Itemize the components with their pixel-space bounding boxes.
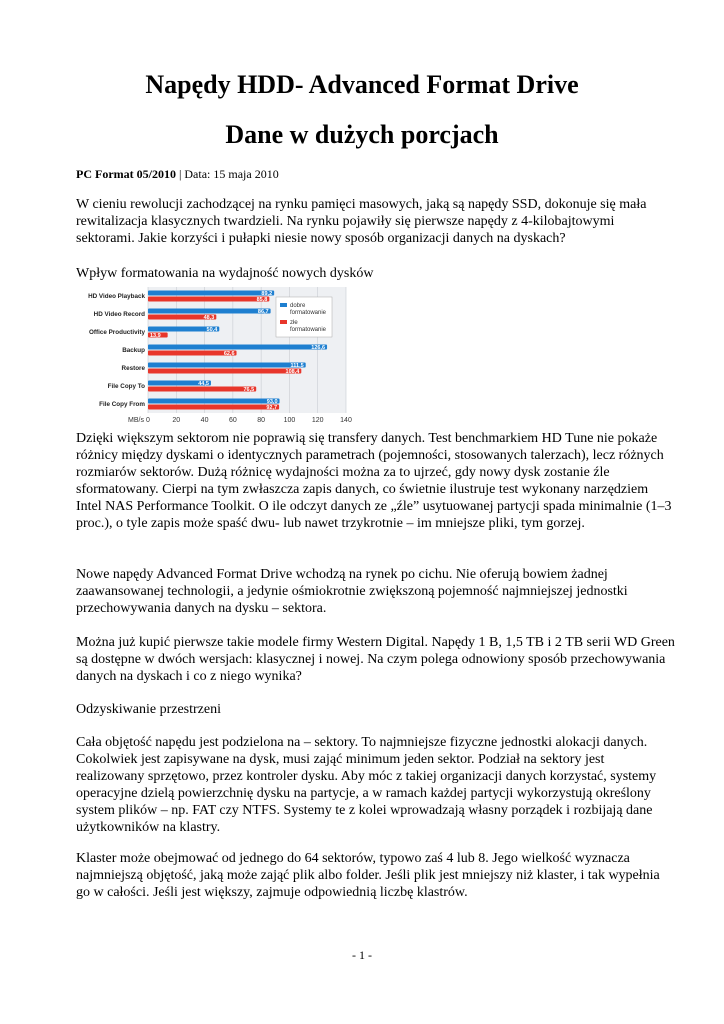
chart-category-label: Restore <box>121 365 145 372</box>
page-title: Napędy HDD- Advanced Format Drive <box>145 70 579 99</box>
chart-xtick-label: 20 <box>172 417 181 424</box>
chart-value-label: 86,7 <box>257 308 269 315</box>
chart-category-label: File Copy From <box>99 401 145 408</box>
meta-source: PC Format 05/2010 <box>76 167 176 181</box>
chart-legend-swatch <box>280 303 287 307</box>
chart-bar-good <box>148 363 306 368</box>
chart-value-label: 85,8 <box>256 296 268 303</box>
paragraph-7: Klaster może obejmować od jednego do 64 sektorów, typowo zaś 4 lub 8. Jego wielkość wyznacza najmniejszą objętość, jaką może zająć plik albo folder. Jeśli plik jest mniejszy niż klaster, i tak wypełnia go w całości. Jeśli jest większy, zajmuje odpowiednią liczbę klastrów. <box>76 851 660 900</box>
chart-legend-label: formatowanie <box>290 310 327 316</box>
chart-legend-label: dobre <box>290 303 306 309</box>
chart-xtick-label: 40 <box>200 417 209 424</box>
chart-xtick-label: 100 <box>283 417 296 424</box>
chart-value-label: 62,6 <box>223 350 235 357</box>
chart-value-label: 76,5 <box>243 386 255 393</box>
paragraph-4: Można już kupić pierwsze takie modele firmy Western Digital. Napędy 1 B, 1,5 TB i 2 TB serii WD Green są dostępne w dwóch wersjach: klasycznej i nowej. Na czym polega odnowiony sposób przechowywania danych na dyskach i co z niego wynika? <box>76 635 675 684</box>
chart-value-label: 108,4 <box>285 368 300 375</box>
chart-category-label: Backup <box>122 347 145 354</box>
chart-bar-bad <box>148 387 256 392</box>
chart-legend-label: złe <box>290 320 298 326</box>
chart-category-label: HD Video Record <box>93 311 145 318</box>
chart-bar-good <box>148 399 280 404</box>
chart-xtick-label: 140 <box>340 417 352 424</box>
section-heading: Odzyskiwanie przestrzeni <box>76 702 221 717</box>
chart-value-label: 89,2 <box>261 290 273 297</box>
chart-legend-swatch <box>280 320 287 324</box>
chart-category-label: HD Video Playback <box>88 293 145 300</box>
chart-bar-bad <box>148 369 301 374</box>
chart-caption: Wpływ formatowania na wydajność nowych dysków <box>76 266 374 281</box>
chart-xtick-label: 60 <box>228 417 237 424</box>
chart-value-label: 111,5 <box>290 362 304 369</box>
chart-xtick-label: 120 <box>311 417 324 424</box>
page-number: - 1 - <box>352 948 372 962</box>
intro-paragraph: W cieniu rewolucji zachodzącej na rynku pamięci masowych, jaką są napędy SSD, dokonuje się mała rewitalizacja klasycznych twardzieli. Na rynku pojawiły się pierwsze napędy z 4-kilobajtowymi sektorami. Jakie korzyści i pułapki niesie nowy sposób organizacji danych na dyskach? <box>76 197 647 246</box>
chart-xtick-label: 80 <box>257 417 266 424</box>
meta-date: Data: 15 maja 2010 <box>184 167 279 181</box>
chart-legend-label: formatowanie <box>290 327 327 333</box>
chart-bar-bad <box>148 297 269 302</box>
chart-bar-good <box>148 309 271 314</box>
chart-category-label: Office Productivity <box>89 329 145 336</box>
page-subtitle: Dane w dużych porcjach <box>225 120 499 149</box>
chart-xtick-label: 0 <box>146 417 150 424</box>
chart-value-label: 44,5 <box>198 380 209 387</box>
benchmark-chart <box>76 285 356 430</box>
chart-value-label: 48,3 <box>203 314 215 321</box>
paragraph-3: Nowe napędy Advanced Format Drive wchodzą na rynek po cichu. Nie oferują bowiem żadnej zaawansowanej technologii, a jedynie ośmiokrotnie zwiększoną pojemność najmniejszej jednostki przechowywania danych na dysku – sektora. <box>76 567 628 616</box>
paragraph-6: Cała objętość napędu jest podzielona na – sektory. To najmniejsze fizyczne jednostki alokacji danych. Cokolwiek jest zapisywane na dysk, musi zająć minimum jeden sektor. Podział na sektory jest realizowany sprzętowo, przez kontroler dysku. Aby móc z takiej organizacji danych korzystać, systemy operacyjne dzielą powierzchnię dysku na partycje, a w ramach każdej partycji wykorzystują określony system plików – np. FAT czy NTFS. Systemy te z kolei wprowadzają własny porządek i rozbijają dane użytkowników na klastry. <box>76 735 657 835</box>
chart-category-label: File Copy To <box>107 383 145 390</box>
article-meta <box>76 166 279 182</box>
chart-bar-good <box>148 345 327 350</box>
chart-value-label: 50,4 <box>206 326 218 333</box>
chart-value-label: 126,6 <box>311 344 326 351</box>
meta-separator: | <box>175 167 185 181</box>
chart-value-label: 13,9 <box>150 332 161 339</box>
chart-value-label: 93,0 <box>266 398 278 405</box>
paragraph-2: Dzięki większym sektorom nie poprawią się transfery danych. Test benchmarkiem HD Tune nie pokaże różnicy między dyskami o identycznych parametrach (pojemności, stosowanych talerzach), lecz różnych rozmiarów sektorów. Dużą różnicę wydajności można za to ujrzeć, gdy nowy dysk zostanie źle sformatowany. Cierpi na tym zwłaszcza zapis danych, co świetnie ilustruje test wykonany narzędziem Intel NAS Performance Toolkit. O ile odczyt danych ze „źle” usytuowanej partycji spada minimalnie (1–3 proc.), o tyle zapis może spaść dwu- lub nawet trzykrotnie – im mniejsze pliki, tym gorzej. <box>76 431 672 531</box>
chart-bar-bad <box>148 405 279 410</box>
chart-value-label: 92,7 <box>266 404 278 411</box>
chart-bar-good <box>148 291 274 296</box>
chart-x-unit: MB/s <box>128 417 144 424</box>
